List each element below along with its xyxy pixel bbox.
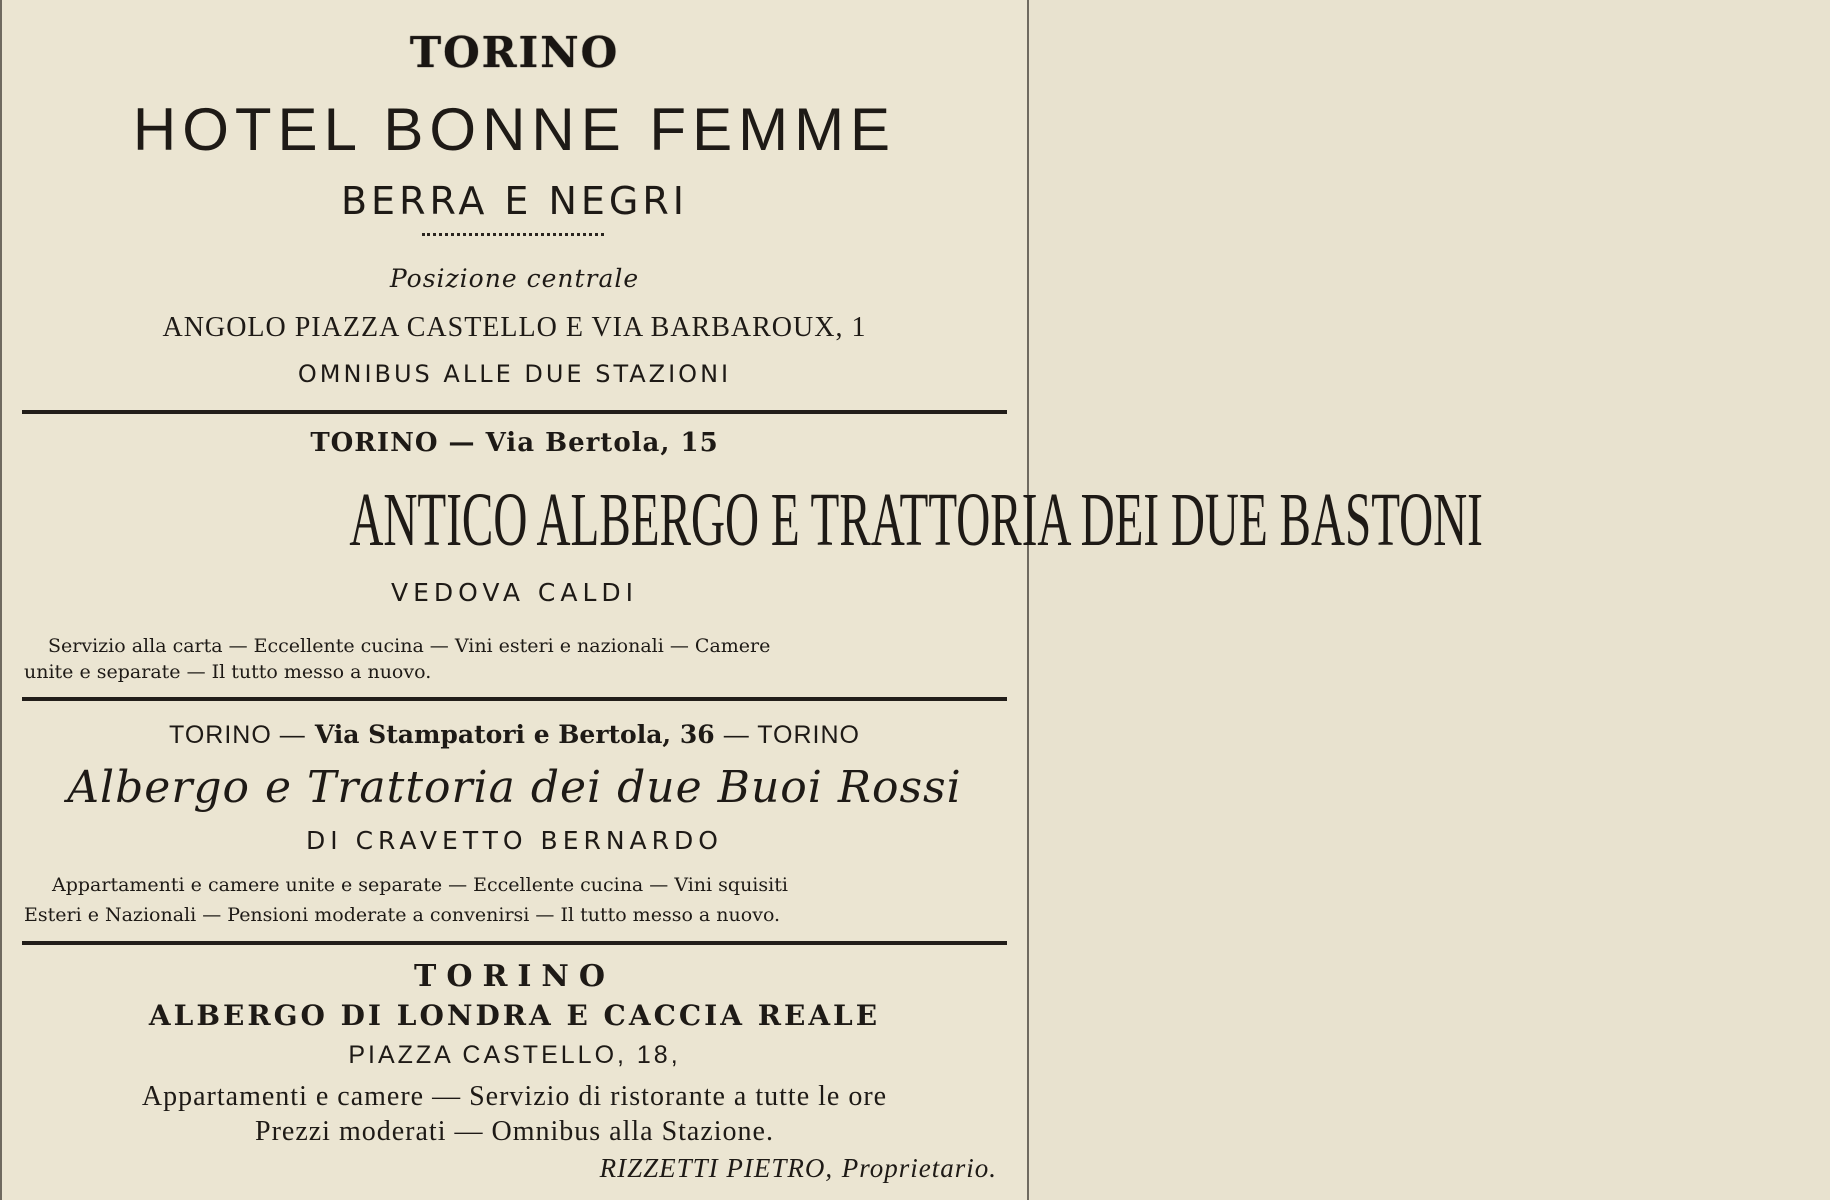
ad4-description-line1: Appartamenti e camere — Servizio di ristorante a tutte le ore	[141, 1081, 888, 1112]
ad1-dotted-separator	[422, 233, 604, 236]
ad1-omnibus: OMNIBUS ALLE DUE STAZIONI	[297, 360, 732, 388]
ad1-address: ANGOLO PIAZZA CASTELLO E VIA BARBAROUX, 1	[162, 312, 867, 343]
ad3-name: Albergo e Trattoria dei due Buoi Rossi	[67, 762, 962, 813]
ad4-address: PIAZZA CASTELLO, 18,	[348, 1041, 681, 1069]
ad4-city: TORINO	[414, 959, 615, 994]
ad2-description-line1: Servizio alla carta — Eccellente cucina — Vini esteri e nazionali — Camere	[48, 635, 771, 657]
ad2-name-wrap	[2, 478, 1483, 562]
ad4-proprietor-title: Proprietario.	[841, 1153, 997, 1183]
ad2-owner: VEDOVA CALDI	[390, 578, 639, 607]
ad2-location: TORINO — Via Bertola, 15	[310, 428, 719, 458]
ad2-name: ANTICO ALBERGO E TRATTORIA DEI DUE BASTONI	[349, 478, 1483, 562]
divider-1	[22, 410, 1007, 414]
divider-2	[22, 697, 1007, 701]
ad4-name: ALBERGO DI LONDRA E CACCIA REALE	[148, 999, 881, 1032]
ad4-proprietor-name: RIZZETTI PIETRO,	[599, 1153, 834, 1183]
ad3-location-line	[2, 722, 1027, 748]
divider-3	[22, 941, 1007, 945]
ad3-owner: DI CRAVETTO BERNARDO	[306, 826, 723, 855]
ad1-position: Posizione centrale	[389, 264, 640, 293]
ad1-city: TORINO	[409, 28, 620, 77]
ad3-description-line1: Appartamenti e camere unite e separate — Eccellente cucina — Vini squisiti	[52, 874, 788, 896]
ad4-proprietor	[600, 1155, 997, 1182]
ad3-city-right: — TORINO	[723, 721, 860, 749]
ad2-description-line2: unite e separate — Il tutto messo a nuovo.	[24, 661, 432, 683]
ad1-hotel-name: HOTEL BONNE FEMME	[132, 96, 897, 163]
ad3-city-left: TORINO —	[169, 721, 306, 749]
ad3-location: Via Stampatori e Bertola, 36	[314, 720, 715, 749]
ad1-owners: BERRA E NEGRI	[340, 179, 688, 223]
ad4-description-line2: Prezzi moderati — Omnibus alla Stazione.	[255, 1116, 774, 1147]
ad3-description-line2: Esteri e Nazionali — Pensioni moderate a convenirsi — Il tutto messo a nuovo.	[24, 904, 781, 926]
